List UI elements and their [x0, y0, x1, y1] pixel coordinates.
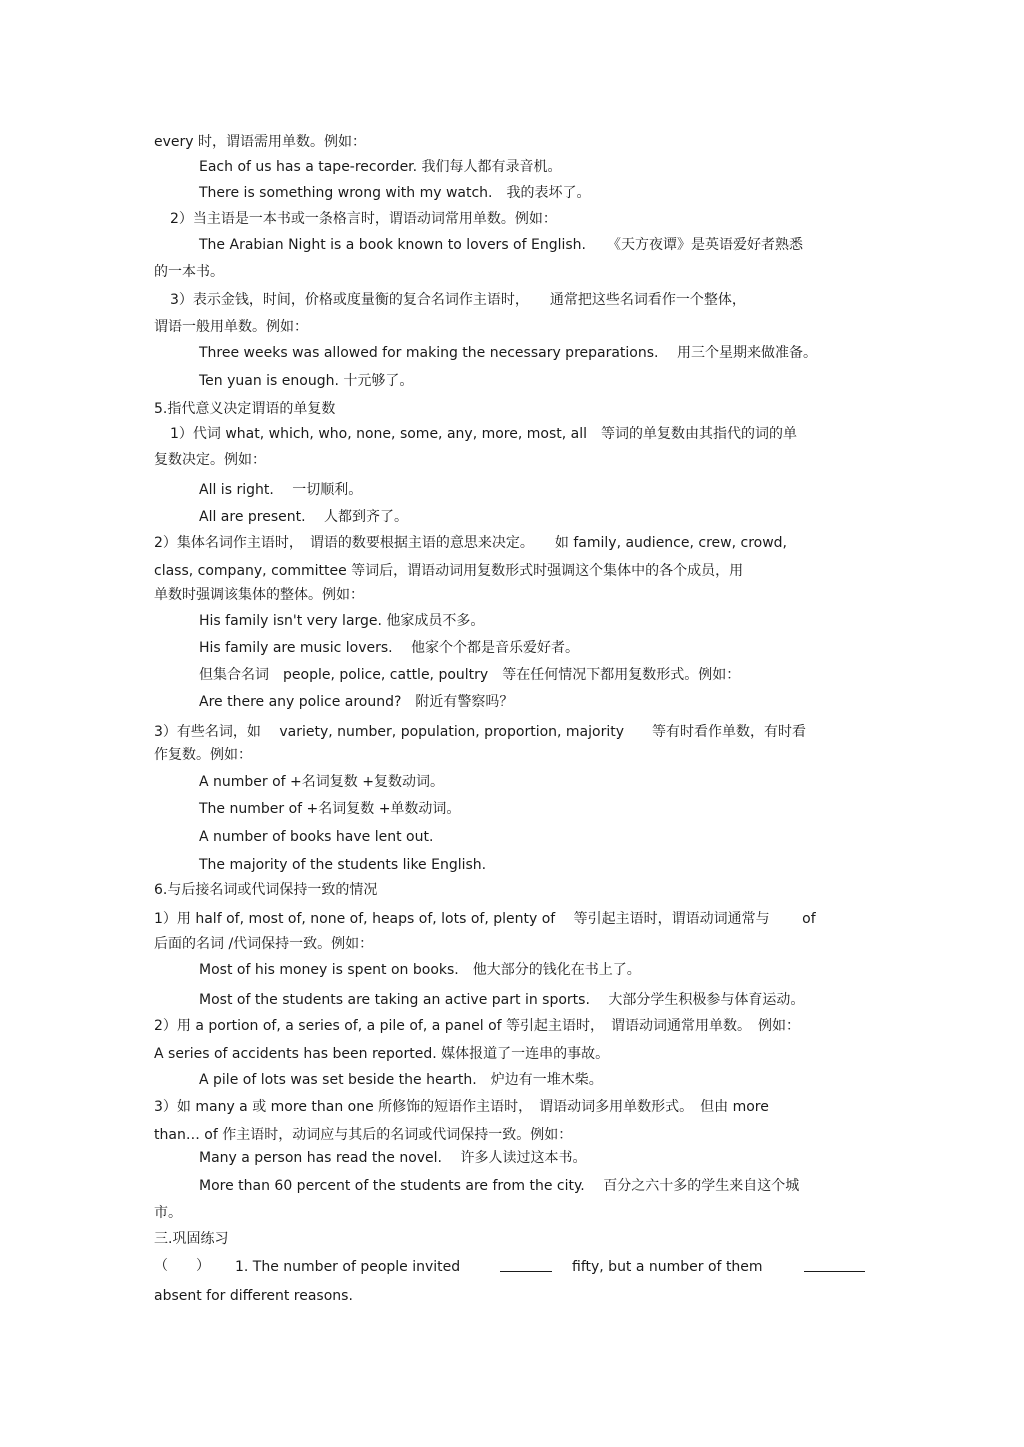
rule-item: 3）表示金钱，时间，价格或度量衡的复合名词作主语时， 通常把这些名词看作一个整体，: [170, 292, 746, 308]
example-line: Many a person has read the novel. 许多人读过这本书。: [199, 1150, 587, 1166]
text-line: than… of 作主语时，动词应与其后的名词或代词保持一致。例如：: [154, 1127, 573, 1143]
text-line: 后面的名词 /代词保持一致。例如：: [154, 936, 374, 952]
text-line: 市。: [154, 1205, 182, 1221]
rule-item: 1）用 half of, most of, none of, heaps of, lots of, plenty of 等引起主语时，谓语动词通常与 of: [154, 911, 816, 927]
answer-blank[interactable]: [500, 1257, 552, 1278]
example-line: All are present. 人都到齐了。: [199, 509, 409, 525]
example-line: Each of us has a tape-recorder. 我们每人都有录音机。: [199, 159, 562, 175]
example-line: A series of accidents has been reported. 媒体报道了一连串的事故。: [154, 1046, 610, 1062]
example-line: Most of the students are taking an active part in sports. 大部分学生积极参与体育运动。: [199, 992, 805, 1008]
rule-item: 1）代词 what, which, who, none, some, any, more, most, all 等词的单复数由其指代的词的单: [170, 426, 798, 442]
rule-item: 2）用 a portion of, a series of, a pile of, a panel of 等引起主语时， 谓语动词通常用单数。 例如：: [154, 1018, 801, 1034]
example-line: The number of +名词复数 +单数动词。: [199, 801, 461, 817]
rule-item: 3）有些名词，如 variety, number, population, proportion, majority 等有时看作单数，有时看: [154, 724, 807, 740]
text-line: 作复数。例如：: [154, 747, 252, 763]
text-line: 的一本书。: [154, 264, 224, 280]
text-line: 复数决定。例如：: [154, 452, 266, 468]
example-line: A number of books have lent out.: [199, 829, 434, 845]
example-line: A pile of lots was set beside the hearth. 炉边有一堆木柴。: [199, 1072, 603, 1088]
example-line: The Arabian Night is a book known to lovers of English. 《天方夜谭》是英语爱好者熟悉: [199, 237, 804, 253]
example-line: His family are music lovers. 他家个个都是音乐爱好者。: [199, 640, 580, 656]
example-line: Ten yuan is enough. 十元够了。: [199, 373, 414, 389]
example-line: His family isn't very large. 他家成员不多。: [199, 613, 485, 629]
rule-item: 2）集体名词作主语时， 谓语的数要根据主语的意思来决定。 如 family, audience, crew, crowd,: [154, 535, 787, 551]
question-text: absent for different reasons.: [154, 1288, 353, 1304]
section-heading: 三.巩固练习: [154, 1231, 229, 1247]
text-line: 单数时强调该集体的整体。例如：: [154, 587, 364, 603]
text-line: every 时，谓语需用单数。例如：: [154, 134, 367, 150]
example-line: There is something wrong with my watch. 我的表坏了。: [199, 185, 591, 201]
example-line: Three weeks was allowed for making the necessary preparations. 用三个星期来做准备。: [199, 345, 817, 361]
example-line: Most of his money is spent on books. 他大部分的钱化在书上了。: [199, 962, 641, 978]
rule-item: 3）如 many a 或 more than one 所修饰的短语作主语时， 谓语动词多用单数形式。 但由 more: [154, 1099, 769, 1115]
answer-parentheses: （ ）: [154, 1258, 210, 1274]
text-line: class, company, committee 等词后，谓语动词用复数形式时强调这个集体中的各个成员，用: [154, 563, 744, 579]
example-line: More than 60 percent of the students are from the city. 百分之六十多的学生来自这个城: [199, 1178, 800, 1194]
example-line: Are there any police around? 附近有警察吗？: [199, 694, 514, 710]
section-heading: 5.指代意义决定谓语的单复数: [154, 401, 336, 417]
question-text: 1. The number of people invited: [235, 1259, 461, 1275]
example-line: 但集合名词 people, police, cattle, poultry 等在任何情况下都用复数形式。例如：: [199, 667, 741, 683]
example-line: All is right. 一切顺利。: [199, 482, 363, 498]
example-line: A number of +名词复数 +复数动词。: [199, 774, 444, 790]
rule-item: 2）当主语是一本书或一条格言时，谓语动词常用单数。例如：: [170, 211, 557, 227]
answer-blank[interactable]: [804, 1257, 865, 1278]
example-line: The majority of the students like English.: [199, 857, 487, 873]
question-text: fifty, but a number of them: [572, 1259, 763, 1275]
text-line: 谓语一般用单数。例如：: [154, 319, 308, 335]
section-heading: 6.与后接名词或代词保持一致的情况: [154, 882, 378, 898]
